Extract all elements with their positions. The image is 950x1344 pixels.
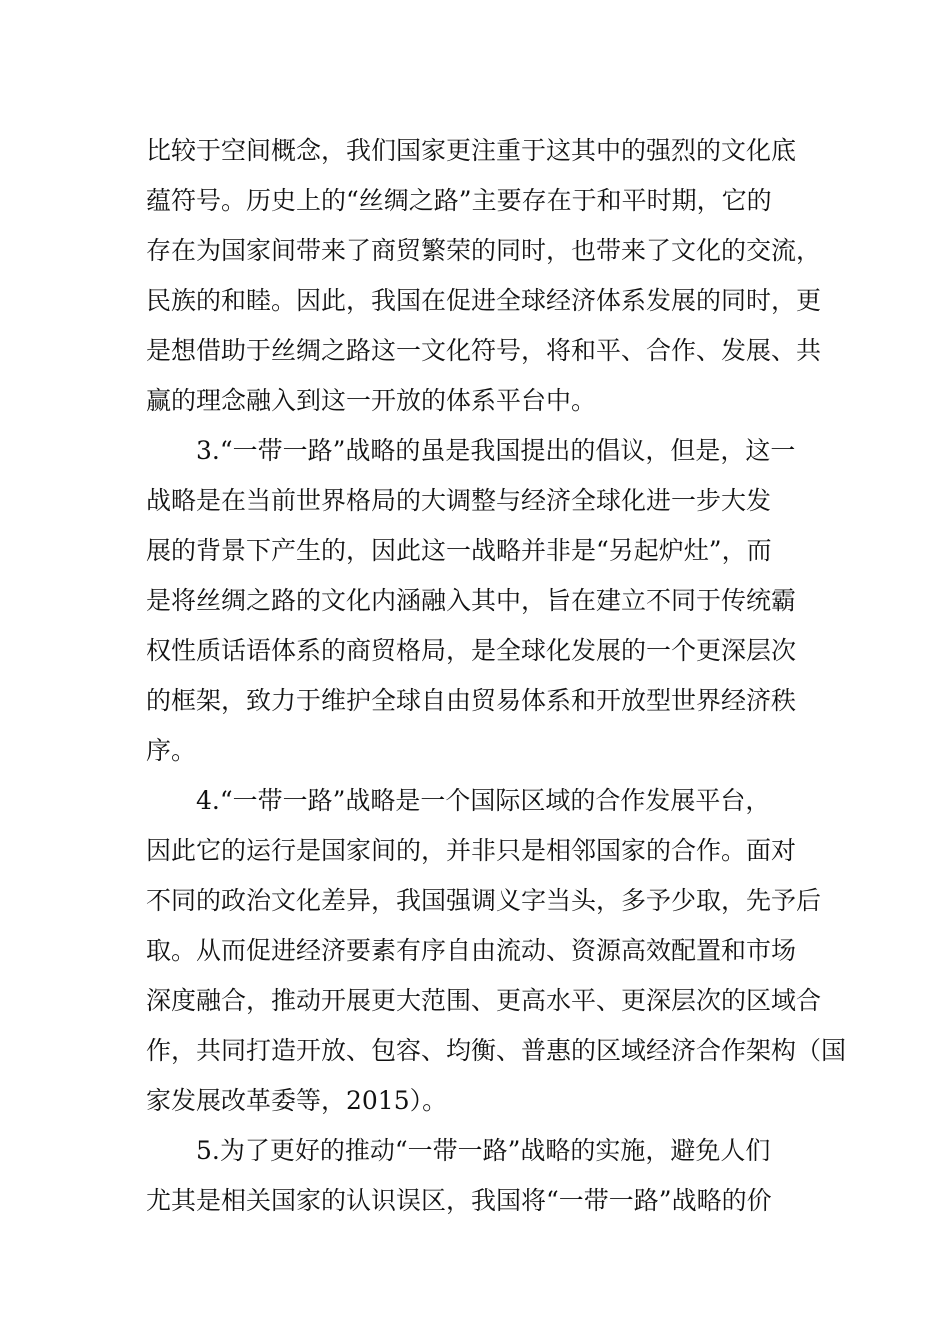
text-line: 4.“一带一路”战略是一个国际区域的合作发展平台， bbox=[196, 786, 771, 815]
body-text bbox=[146, 126, 847, 1226]
text-line: 蕴符号。历史上的“丝绸之路”主要存在于和平时期，它的 bbox=[146, 186, 772, 215]
text-line: 因此它的运行是国家间的，并非只是相邻国家的合作。面对 bbox=[146, 836, 797, 865]
text-line: 尤其是相关国家的认识误区，我国将“一带一路”战略的价 bbox=[146, 1186, 772, 1215]
text-line: 取。从而促进经济要素有序自由流动、资源高效配置和市场 bbox=[146, 936, 797, 965]
text-line: 赢的理念融入到这一开放的体系平台中。 bbox=[146, 386, 597, 415]
text-line: 的框架，致力于维护全球自由贸易体系和开放型世界经济秩 bbox=[146, 686, 797, 715]
text-line: 权性质话语体系的商贸格局，是全球化发展的一个更深层次 bbox=[146, 636, 797, 665]
text-line: 序。 bbox=[146, 736, 197, 765]
text-line: 民族的和睦。因此，我国在促进全球经济体系发展的同时，更 bbox=[146, 286, 822, 315]
paragraph-continuation bbox=[146, 126, 826, 426]
text-line: 是将丝绸之路的文化内涵融入其中，旨在建立不同于传统霸 bbox=[146, 586, 797, 615]
paragraph-5 bbox=[146, 1126, 826, 1226]
text-line: 作，共同打造开放、包容、均衡、普惠的区域经济合作架构（国 bbox=[146, 1036, 847, 1065]
paragraph-3 bbox=[146, 426, 826, 776]
text-line: 5.为了更好的推动“一带一路”战略的实施，避免人们 bbox=[196, 1136, 771, 1165]
text-line: 比较于空间概念，我们国家更注重于这其中的强烈的文化底 bbox=[146, 136, 797, 165]
text-line: 是想借助于丝绸之路这一文化符号，将和平、合作、发展、共 bbox=[146, 336, 822, 365]
text-line: 深度融合，推动开展更大范围、更高水平、更深层次的区域合 bbox=[146, 986, 822, 1015]
text-line: 不同的政治文化差异，我国强调义字当头，多予少取，先予后 bbox=[146, 886, 822, 915]
text-line: 战略是在当前世界格局的大调整与经济全球化进一步大发 bbox=[146, 486, 772, 515]
paragraph-4 bbox=[146, 776, 847, 1126]
text-line: 家发展改革委等，2015）。 bbox=[146, 1086, 448, 1115]
text-line: 存在为国家间带来了商贸繁荣的同时，也带来了文化的交流， bbox=[146, 236, 822, 265]
text-line: 展的背景下产生的，因此这一战略并非是“另起炉灶”，而 bbox=[146, 536, 772, 565]
text-line: 3.“一带一路”战略的虽是我国提出的倡议，但是，这一 bbox=[196, 436, 796, 465]
